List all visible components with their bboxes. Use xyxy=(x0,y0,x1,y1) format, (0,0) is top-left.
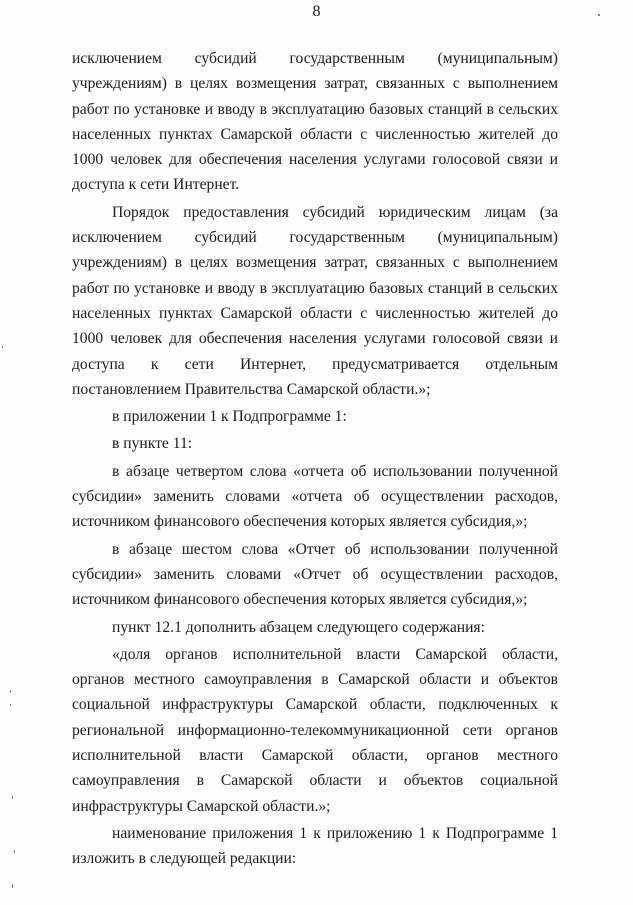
paragraph-subsidy-procedure: Порядок предоставления субсидий юридическим лицам (за исключением субсидий государственным (муниципальным) учреждениям) в целях возмещения затрат, связанных с выполнением работ по установке и вводу в эксплуатацию базовых станций в сельских населенных пунктах Самарской области с численностью жителей до 1000 человек для обеспечения населения услугами голосовой связи и доступа к сети Интернет, предусматривается отдельным постановлением Правительства Самарской области.»; xyxy=(72,203,558,398)
paragraph-appendix-1: в приложении 1 к Подпрограмме 1: xyxy=(112,408,347,426)
paragraph-item-12-1: пункт 12.1 дополнить абзацем следующего содержания: xyxy=(112,618,485,636)
paragraph-appendix-title: наименование приложения 1 к приложению 1 к Подпрограмме 1 изложить в следующей редакции: xyxy=(72,824,558,868)
paragraph-item-11: в пункте 11: xyxy=(112,435,193,453)
paragraph-quote-share: «доля органов исполнительной власти Самарской области, органов местного самоуправления в Самарской области и объектов социальной инфраструктуры Самарской области, подключенных к региональной информационно-телекоммуникационной сети органов исполнительной власти Самарской области, органов местного самоуправления в Самарской области и объектов социальной инфраструктуры Самарской области.»; xyxy=(72,645,558,815)
document-body xyxy=(72,46,558,874)
paragraph-continuation: исключением субсидий государственным (муниципальным) учреждениям) в целях возмещения затрат, связанных с выполнением работ по установке и вводу в эксплуатацию базовых станций в сельских населенных пунктах Самарской области с численностью жителей до 1000 человек для обеспечения населения услугами голосовой связи и доступа к сети Интернет. xyxy=(72,50,558,194)
page-number: 8 xyxy=(312,3,321,20)
paragraph-sixth-clause: в абзаце шестом слова «Отчет об использовании полученной субсидии» заменить словами «Отчет об осуществлении расходов, источником финансового обеспечения которых является субсидия,»; xyxy=(72,540,558,609)
paragraph-fourth-clause: в абзаце четвертом слова «отчета об использовании полученной субсидии» заменить словами «отчета об осуществлении расходов, источником финансового обеспечения которых является субсидия,»; xyxy=(72,462,558,531)
